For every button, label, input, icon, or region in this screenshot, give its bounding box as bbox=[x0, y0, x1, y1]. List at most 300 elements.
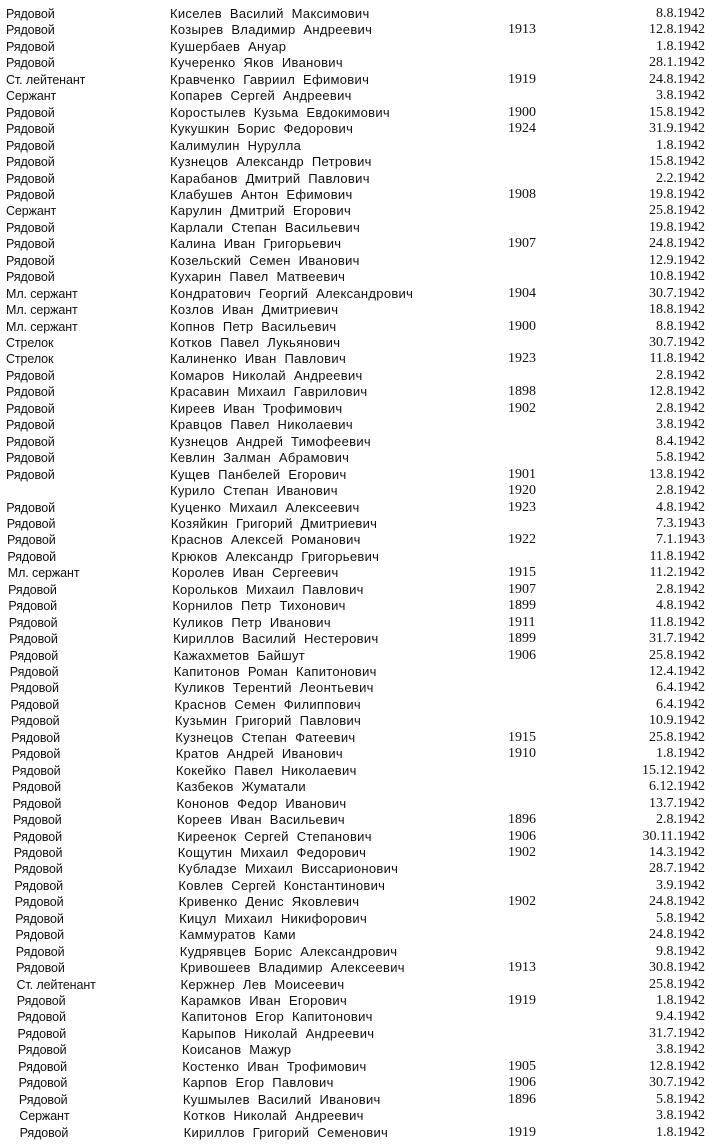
list-row bbox=[0, 1108, 725, 1124]
date-cell: 12.8.1942 bbox=[649, 22, 705, 38]
date-cell: 1.8.1942 bbox=[656, 1124, 705, 1140]
date-cell: 25.8.1942 bbox=[649, 203, 705, 219]
date-cell: 7.3.1943 bbox=[656, 515, 705, 531]
list-row bbox=[0, 302, 725, 318]
list-row bbox=[0, 286, 725, 302]
name-cell: Киреенок Сергей Степанович bbox=[177, 828, 372, 844]
rank-cell: Рядовой bbox=[6, 500, 55, 515]
birth-year-cell: 1900 bbox=[508, 318, 536, 334]
name-cell: Коростылев Кузьма Евдокимович bbox=[170, 104, 390, 120]
list-row bbox=[0, 516, 725, 532]
rank-cell: Рядовой bbox=[12, 796, 62, 811]
name-cell: Козельский Семен Иванович bbox=[170, 252, 360, 268]
birth-year-cell: 1905 bbox=[508, 1058, 536, 1074]
list-row bbox=[0, 401, 725, 417]
rank-cell: Рядовой bbox=[9, 648, 59, 663]
name-cell: Кажахметов Байшут bbox=[173, 647, 306, 663]
birth-year-cell: 1920 bbox=[508, 483, 536, 499]
list-row bbox=[0, 763, 725, 779]
date-cell: 31.7.1942 bbox=[649, 1025, 705, 1041]
birth-year-cell: 1902 bbox=[508, 894, 536, 910]
rank-cell: Сержант bbox=[6, 89, 57, 104]
name-cell: Карыпов Николай Андреевич bbox=[181, 1025, 375, 1041]
birth-year-cell: 1906 bbox=[508, 828, 536, 844]
birth-year-cell: 1899 bbox=[508, 631, 536, 647]
rank-cell: Рядовой bbox=[14, 895, 64, 910]
list-row bbox=[0, 39, 725, 55]
date-cell: 30.7.1942 bbox=[649, 285, 705, 301]
rank-cell: Мл. сержант bbox=[6, 303, 78, 318]
date-cell: 10.8.1942 bbox=[649, 269, 705, 285]
date-cell: 13.8.1942 bbox=[649, 466, 705, 482]
name-cell: Кривенко Денис Яковлевич bbox=[178, 894, 360, 910]
date-cell: 8.8.1942 bbox=[656, 318, 705, 334]
name-cell: Кузьмин Григорий Павлович bbox=[174, 713, 362, 729]
birth-year-cell: 1901 bbox=[508, 466, 536, 482]
list-row bbox=[0, 861, 725, 877]
birth-year-cell: 1910 bbox=[508, 746, 536, 762]
name-cell: Кузнецов Александр Петрович bbox=[170, 154, 372, 170]
date-cell: 11.8.1942 bbox=[649, 351, 705, 367]
birth-year-cell: 1906 bbox=[508, 647, 536, 663]
list-row bbox=[0, 88, 725, 104]
date-cell: 2.8.1942 bbox=[656, 400, 705, 416]
rank-cell: Рядовой bbox=[6, 368, 55, 383]
list-row bbox=[0, 121, 725, 137]
rank-cell: Рядовой bbox=[19, 1125, 69, 1140]
date-cell: 2.8.1942 bbox=[656, 367, 705, 383]
name-cell: Каммуратов Ками bbox=[179, 927, 296, 943]
list-row bbox=[0, 648, 725, 664]
date-cell: 5.8.1942 bbox=[656, 450, 705, 466]
name-cell: Котков Павел Лукьянович bbox=[170, 335, 341, 350]
list-row bbox=[0, 598, 725, 614]
rank-cell: Рядовой bbox=[6, 155, 55, 170]
rank-cell: Рядовой bbox=[9, 665, 59, 679]
list-row bbox=[0, 746, 725, 762]
rank-cell: Рядовой bbox=[15, 928, 65, 943]
rank-cell: Рядовой bbox=[6, 23, 55, 38]
birth-year-cell: 1922 bbox=[508, 532, 536, 548]
name-cell: Карпов Егор Павлович bbox=[182, 1075, 334, 1091]
list-row bbox=[0, 680, 725, 696]
birth-year-cell: 1900 bbox=[508, 104, 536, 120]
rank-cell: Ст. лейтенант bbox=[6, 72, 86, 87]
name-cell: Кучеренко Яков Иванович bbox=[170, 55, 343, 71]
list-row bbox=[0, 203, 725, 219]
birth-year-cell: 1911 bbox=[508, 614, 536, 630]
date-cell: 12.8.1942 bbox=[649, 384, 705, 400]
rank-cell: Рядовой bbox=[6, 237, 55, 252]
date-cell: 4.8.1942 bbox=[656, 499, 705, 515]
birth-year-cell: 1923 bbox=[508, 499, 536, 515]
rank-cell: Рядовой bbox=[9, 632, 58, 647]
name-cell: Кухарин Павел Матвеевич bbox=[170, 269, 346, 285]
name-cell: Копнов Петр Васильевич bbox=[170, 318, 337, 334]
list-row bbox=[0, 467, 725, 483]
list-row bbox=[0, 993, 725, 1009]
date-cell: 5.8.1942 bbox=[656, 1091, 705, 1107]
rank-cell: Рядовой bbox=[11, 730, 60, 745]
rank-cell: Рядовой bbox=[14, 862, 63, 877]
rank-cell: Рядовой bbox=[7, 533, 56, 548]
rank-cell: Рядовой bbox=[6, 451, 55, 466]
rank-cell: Рядовой bbox=[10, 714, 60, 729]
list-row bbox=[0, 1075, 725, 1091]
date-cell: 8.8.1942 bbox=[656, 6, 705, 21]
list-row bbox=[0, 565, 725, 581]
date-cell: 9.8.1942 bbox=[656, 943, 705, 959]
rank-cell: Рядовой bbox=[8, 582, 57, 597]
name-cell: Кравченко Гавриил Ефимович bbox=[170, 71, 370, 87]
date-cell: 3.9.1942 bbox=[656, 877, 705, 893]
list-row bbox=[0, 796, 725, 812]
rank-cell: Рядовой bbox=[6, 122, 55, 137]
name-cell: Краснов Алексей Романович bbox=[171, 532, 361, 548]
name-cell: Корнилов Петр Тихонович bbox=[172, 598, 346, 614]
date-cell: 13.7.1942 bbox=[649, 795, 705, 811]
date-cell: 28.7.1942 bbox=[649, 861, 705, 877]
date-cell: 12.8.1942 bbox=[649, 1058, 705, 1074]
birth-year-cell: 1915 bbox=[508, 565, 536, 581]
date-cell: 2.8.1942 bbox=[656, 483, 705, 499]
name-cell: Кущев Панбелей Егорович bbox=[170, 466, 347, 482]
list-row bbox=[0, 187, 725, 203]
list-row bbox=[0, 713, 725, 729]
name-cell: Капитонов Егор Капитонович bbox=[181, 1009, 373, 1025]
name-cell: Кириллов Василий Нестерович bbox=[173, 631, 379, 647]
rank-cell: Рядовой bbox=[17, 1026, 67, 1041]
list-row bbox=[0, 450, 725, 466]
rank-cell: Рядовой bbox=[18, 1076, 68, 1091]
rank-cell: Рядовой bbox=[6, 220, 55, 235]
list-row bbox=[0, 1125, 725, 1141]
name-cell: Куликов Терентий Леонтьевич bbox=[174, 680, 374, 696]
list-row bbox=[0, 730, 725, 746]
rank-cell: Рядовой bbox=[18, 1059, 67, 1074]
name-cell: Капитонов Роман Капитонович bbox=[173, 664, 377, 679]
date-cell: 11.8.1942 bbox=[649, 614, 705, 630]
date-cell: 30.7.1942 bbox=[649, 335, 705, 350]
rank-cell: Рядовой bbox=[16, 994, 66, 1008]
list-row bbox=[0, 253, 725, 269]
rank-cell: Рядовой bbox=[6, 418, 55, 433]
name-cell: Кевлин Залман Абрамович bbox=[170, 450, 350, 466]
date-cell: 3.8.1942 bbox=[656, 88, 705, 104]
name-cell: Карулин Дмитрий Егорович bbox=[170, 203, 352, 219]
list-row bbox=[0, 697, 725, 713]
list-row bbox=[0, 960, 725, 976]
rank-cell: Рядовой bbox=[6, 187, 55, 202]
date-cell: 31.7.1942 bbox=[649, 631, 705, 647]
date-cell: 3.8.1942 bbox=[656, 417, 705, 433]
name-cell: Ковлев Сергей Константинович bbox=[178, 877, 386, 893]
date-cell: 5.8.1942 bbox=[656, 910, 705, 926]
name-cell: Комаров Николай Андреевич bbox=[170, 367, 363, 383]
date-cell: 1.8.1942 bbox=[656, 137, 705, 153]
date-cell: 18.8.1942 bbox=[649, 302, 705, 318]
rank-cell: Рядовой bbox=[8, 615, 58, 630]
date-cell: 1.8.1942 bbox=[656, 746, 705, 762]
name-cell: Кириллов Григорий Семенович bbox=[183, 1124, 389, 1140]
rank-cell: Рядовой bbox=[13, 829, 62, 844]
rank-cell: Рядовой bbox=[6, 56, 55, 71]
name-cell: Кощутин Михаил Федорович bbox=[177, 844, 367, 860]
list-row bbox=[0, 171, 725, 187]
date-cell: 1.8.1942 bbox=[656, 993, 705, 1008]
list-row bbox=[0, 417, 725, 433]
list-row bbox=[0, 1042, 725, 1058]
date-cell: 30.8.1942 bbox=[649, 960, 705, 976]
rank-cell: Сержант bbox=[19, 1109, 70, 1124]
birth-year-cell: 1896 bbox=[508, 1091, 536, 1107]
rank-cell: Рядовой bbox=[6, 39, 55, 54]
date-cell: 19.8.1942 bbox=[649, 186, 705, 202]
name-cell: Кокейко Павел Николаевич bbox=[175, 762, 357, 778]
name-cell: Кононов Федор Иванович bbox=[176, 795, 347, 811]
date-cell: 15.8.1942 bbox=[649, 154, 705, 170]
date-cell: 24.8.1942 bbox=[649, 71, 705, 87]
birth-year-cell: 1907 bbox=[508, 581, 536, 597]
rank-cell: Рядовой bbox=[11, 763, 61, 778]
name-cell: Калимулин Нурулла bbox=[170, 137, 302, 153]
name-cell: Костенко Иван Трофимович bbox=[182, 1058, 367, 1074]
birth-year-cell: 1902 bbox=[508, 400, 536, 416]
date-cell: 8.4.1942 bbox=[656, 433, 705, 449]
list-row bbox=[0, 55, 725, 71]
birth-year-cell: 1907 bbox=[508, 236, 536, 252]
birth-year-cell: 1919 bbox=[508, 993, 536, 1008]
date-cell: 12.4.1942 bbox=[649, 664, 705, 679]
name-cell: Красавин Михаил Гаврилович bbox=[170, 384, 368, 400]
name-cell: Киреев Иван Трофимович bbox=[170, 400, 343, 416]
name-cell: Кривошеев Владимир Алексеевич bbox=[180, 960, 405, 976]
date-cell: 2.8.1942 bbox=[656, 812, 705, 828]
date-cell: 6.4.1942 bbox=[656, 680, 705, 696]
rank-cell: Рядовой bbox=[6, 270, 55, 285]
name-cell: Калиненко Иван Павлович bbox=[170, 351, 347, 367]
name-cell: Кушмылев Василий Иванович bbox=[182, 1091, 381, 1107]
rank-cell: Ст. лейтенант bbox=[16, 977, 96, 992]
list-row bbox=[0, 927, 725, 943]
list-row bbox=[0, 894, 725, 910]
name-cell: Крюков Александр Григорьевич bbox=[171, 548, 380, 564]
name-cell: Кратов Андрей Иванович bbox=[175, 746, 343, 762]
name-cell: Карабанов Дмитрий Павлович bbox=[170, 170, 370, 186]
name-cell: Карлали Степан Васильевич bbox=[170, 219, 361, 235]
rank-cell: Рядовой bbox=[12, 780, 61, 795]
list-row bbox=[0, 829, 725, 845]
list-row bbox=[0, 154, 725, 170]
date-cell: 30.11.1942 bbox=[642, 828, 705, 844]
list-row bbox=[0, 1059, 725, 1075]
birth-year-cell: 1923 bbox=[508, 351, 536, 367]
date-cell: 28.1.1942 bbox=[649, 55, 705, 71]
casualty-list bbox=[0, 6, 725, 1142]
birth-year-cell: 1915 bbox=[508, 729, 536, 745]
name-cell: Казбеков Жуматали bbox=[176, 779, 306, 795]
rank-cell: Рядовой bbox=[15, 911, 64, 926]
list-row bbox=[0, 269, 725, 285]
name-cell: Кузнецов Андрей Тимофеевич bbox=[170, 433, 371, 449]
date-cell: 3.8.1942 bbox=[656, 1042, 705, 1058]
list-row bbox=[0, 779, 725, 795]
birth-year-cell: 1913 bbox=[508, 960, 536, 976]
date-cell: 25.8.1942 bbox=[649, 729, 705, 745]
list-row bbox=[0, 351, 725, 367]
name-cell: Кравцов Павел Николаевич bbox=[170, 417, 353, 433]
list-row bbox=[0, 664, 725, 680]
date-cell: 7.1.1943 bbox=[656, 532, 705, 548]
rank-cell: Стрелок bbox=[6, 352, 54, 367]
date-cell: 11.2.1942 bbox=[649, 565, 705, 581]
name-cell: Краснов Семен Филиппович bbox=[174, 696, 361, 712]
name-cell: Кореев Иван Васильевич bbox=[177, 812, 345, 828]
rank-cell: Рядовой bbox=[6, 401, 55, 416]
date-cell: 30.7.1942 bbox=[649, 1075, 705, 1091]
list-row bbox=[0, 236, 725, 252]
date-cell: 11.8.1942 bbox=[649, 548, 705, 564]
name-cell: Кицул Михаил Никифорович bbox=[179, 910, 368, 926]
list-row bbox=[0, 615, 725, 631]
rank-cell: Рядовой bbox=[17, 1043, 67, 1058]
rank-cell: Рядовой bbox=[17, 1010, 66, 1025]
rank-cell: Рядовой bbox=[6, 171, 55, 186]
rank-cell: Мл. сержант bbox=[6, 286, 78, 301]
list-row bbox=[0, 977, 725, 993]
date-cell: 24.8.1942 bbox=[649, 894, 705, 910]
date-cell: 24.8.1942 bbox=[649, 236, 705, 252]
date-cell: 25.8.1942 bbox=[649, 647, 705, 663]
name-cell: Корольков Михаил Павлович bbox=[172, 581, 364, 597]
rank-cell: Рядовой bbox=[13, 813, 62, 828]
name-cell: Карамков Иван Егорович bbox=[180, 993, 348, 1008]
rank-cell: Рядовой bbox=[15, 944, 65, 959]
rank-cell: Рядовой bbox=[10, 697, 60, 712]
date-cell: 9.4.1942 bbox=[656, 1009, 705, 1025]
name-cell: Куценко Михаил Алексеевич bbox=[170, 499, 360, 515]
rank-cell: Рядовой bbox=[6, 105, 55, 120]
list-row bbox=[0, 1026, 725, 1042]
rank-cell: Рядовой bbox=[6, 434, 55, 449]
name-cell: Копарев Сергей Андреевич bbox=[170, 88, 352, 104]
date-cell: 6.12.1942 bbox=[649, 779, 705, 795]
list-row bbox=[0, 944, 725, 960]
rank-cell: Мл. сержант bbox=[7, 566, 80, 581]
date-cell: 24.8.1942 bbox=[649, 927, 705, 943]
list-row bbox=[0, 878, 725, 894]
birth-year-cell: 1919 bbox=[508, 71, 536, 87]
list-row bbox=[0, 582, 725, 598]
list-row bbox=[0, 105, 725, 121]
rank-cell: Рядовой bbox=[6, 385, 55, 400]
rank-cell: Рядовой bbox=[13, 845, 63, 860]
date-cell: 15.8.1942 bbox=[649, 104, 705, 120]
birth-year-cell: 1902 bbox=[508, 844, 536, 860]
list-row bbox=[0, 845, 725, 861]
name-cell: Кержнер Лев Моисеевич bbox=[180, 976, 345, 992]
rank-cell: Мл. сержант bbox=[6, 319, 78, 334]
birth-year-cell: 1906 bbox=[508, 1075, 536, 1091]
date-cell: 4.8.1942 bbox=[656, 598, 705, 614]
name-cell: Калина Иван Григорьевич bbox=[170, 236, 342, 252]
rank-cell: Стрелок bbox=[6, 336, 54, 350]
list-row bbox=[0, 6, 725, 22]
rank-cell: Рядовой bbox=[6, 7, 55, 21]
list-row bbox=[0, 1009, 725, 1025]
name-cell: Кукушкин Борис Федорович bbox=[170, 121, 354, 137]
date-cell: 6.4.1942 bbox=[656, 696, 705, 712]
birth-year-cell: 1913 bbox=[508, 22, 536, 38]
date-cell: 15.12.1942 bbox=[642, 762, 705, 778]
name-cell: Козяйкин Григорий Дмитриевич bbox=[170, 515, 378, 531]
list-row bbox=[0, 384, 725, 400]
date-cell: 14.3.1942 bbox=[649, 844, 705, 860]
name-cell: Кудрявцев Борис Александрович bbox=[179, 943, 398, 959]
date-cell: 12.9.1942 bbox=[649, 252, 705, 268]
name-cell: Куликов Петр Иванович bbox=[172, 614, 331, 630]
name-cell: Кушербаев Ануар bbox=[170, 38, 287, 54]
rank-cell: Рядовой bbox=[18, 1092, 68, 1107]
date-cell: 31.9.1942 bbox=[649, 121, 705, 137]
name-cell: Козлов Иван Дмитриевич bbox=[170, 302, 339, 318]
birth-year-cell: 1899 bbox=[508, 598, 536, 614]
rank-cell: Рядовой bbox=[6, 467, 55, 482]
list-row bbox=[0, 1092, 725, 1108]
name-cell: Козырев Владимир Андреевич bbox=[170, 22, 373, 38]
rank-cell: Рядовой bbox=[7, 549, 57, 564]
date-cell: 2.2.1942 bbox=[656, 170, 705, 186]
rank-cell: Рядовой bbox=[10, 681, 59, 696]
list-row bbox=[0, 631, 725, 647]
rank-cell: Рядовой bbox=[16, 961, 65, 976]
rank-cell: Рядовой bbox=[6, 138, 55, 153]
list-row bbox=[0, 911, 725, 927]
list-row bbox=[0, 22, 725, 38]
date-cell: 3.8.1942 bbox=[656, 1108, 705, 1124]
name-cell: Кузнецов Степан Фатеевич bbox=[175, 729, 356, 745]
rank-cell: Рядовой bbox=[6, 516, 56, 531]
list-row bbox=[0, 812, 725, 828]
rank-cell: Рядовой bbox=[11, 747, 61, 762]
list-row bbox=[0, 434, 725, 450]
date-cell: 19.8.1942 bbox=[649, 219, 705, 235]
name-cell: Королев Иван Сергеевич bbox=[171, 565, 339, 581]
rank-cell: Рядовой bbox=[8, 599, 58, 614]
birth-year-cell: 1924 bbox=[508, 121, 536, 137]
date-cell: 25.8.1942 bbox=[649, 976, 705, 992]
birth-year-cell: 1896 bbox=[508, 812, 536, 828]
rank-cell: Рядовой bbox=[6, 253, 55, 268]
list-row bbox=[0, 138, 725, 154]
name-cell: Коисанов Мажур bbox=[181, 1042, 292, 1058]
list-row bbox=[0, 220, 725, 236]
date-cell: 10.9.1942 bbox=[649, 713, 705, 729]
date-cell: 1.8.1942 bbox=[656, 38, 705, 54]
name-cell: Кубладзе Михаил Виссарионович bbox=[178, 861, 399, 877]
name-cell: Киселев Василий Максимович bbox=[170, 6, 370, 21]
date-cell: 2.8.1942 bbox=[656, 581, 705, 597]
birth-year-cell: 1919 bbox=[508, 1124, 536, 1140]
list-row bbox=[0, 500, 725, 516]
birth-year-cell: 1904 bbox=[508, 285, 536, 301]
list-row bbox=[0, 483, 725, 499]
list-row bbox=[0, 549, 725, 565]
birth-year-cell: 1908 bbox=[508, 186, 536, 202]
name-cell: Котков Николай Андреевич bbox=[183, 1108, 364, 1124]
list-row bbox=[0, 319, 725, 335]
list-row bbox=[0, 72, 725, 88]
